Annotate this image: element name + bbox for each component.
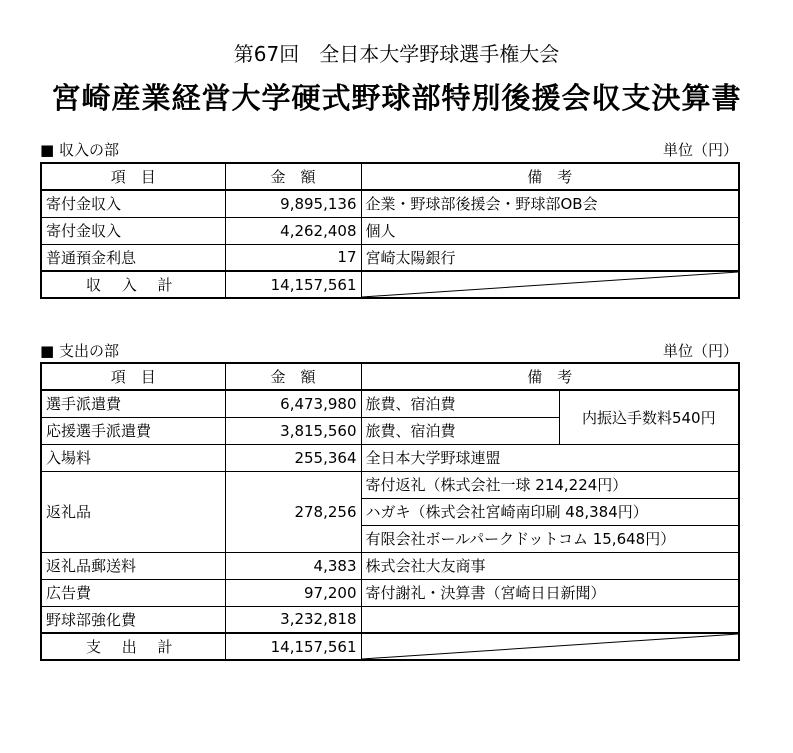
expense-item: 広告費 (41, 579, 225, 606)
expense-amount: 6,473,980 (225, 390, 361, 417)
table-row (41, 390, 739, 417)
expense-amount: 3,815,560 (225, 417, 361, 444)
expense-note: ハガキ（株式会社宮崎南印刷 48,384円） (361, 498, 739, 525)
expense-total-amount: 14,157,561 (225, 633, 361, 660)
expense-total-blank-cell (361, 633, 739, 660)
expense-note: 全日本大学野球連盟 (361, 444, 739, 471)
income-section-header (40, 139, 738, 160)
expense-item: 野球部強化費 (41, 606, 225, 633)
expense-item: 返礼品 (41, 471, 225, 552)
income-item: 寄付金収入 (41, 190, 225, 217)
expense-note: 旅費、宿泊費 (361, 390, 559, 417)
income-note: 個人 (361, 217, 739, 244)
table-row (41, 444, 739, 471)
expense-section-header (40, 340, 738, 361)
expense-item: 選手派遣費 (41, 390, 225, 417)
table-row (41, 606, 739, 633)
income-table (40, 162, 740, 299)
expense-unit-label: 単位（円） (662, 342, 738, 360)
expense-item: 応援選手派遣費 (41, 417, 225, 444)
table-row (41, 217, 739, 244)
income-unit-label: 単位（円） (662, 141, 738, 159)
income-amount: 4,262,408 (225, 217, 361, 244)
income-section-label: ■ 収入の部 (40, 141, 119, 159)
table-row (41, 552, 739, 579)
expense-table (40, 362, 740, 661)
diagonal-line (362, 272, 739, 297)
expense-item: 返礼品郵送料 (41, 552, 225, 579)
expense-amount: 3,232,818 (225, 606, 361, 633)
expense-amount: 255,364 (225, 444, 361, 471)
expense-header-amount: 金 額 (225, 363, 361, 390)
income-total-label: 収 入 計 (41, 271, 225, 298)
expense-note: 旅費、宿泊費 (361, 417, 559, 444)
expense-item: 入場料 (41, 444, 225, 471)
event-subtitle: 第67回 全日本大学野球選手権大会 (233, 42, 560, 66)
income-item: 寄付金収入 (41, 217, 225, 244)
expense-note: 株式会社大友商事 (361, 552, 739, 579)
table-row (41, 190, 739, 217)
income-total-blank-cell (361, 271, 739, 298)
income-note: 宮崎太陽銀行 (361, 244, 739, 271)
income-total-amount: 14,157,561 (225, 271, 361, 298)
expense-header-row (41, 363, 739, 390)
income-item: 普通預金利息 (41, 244, 225, 271)
income-amount: 17 (225, 244, 361, 271)
expense-amount: 97,200 (225, 579, 361, 606)
income-total-row (41, 271, 739, 298)
diagonal-line (362, 634, 739, 659)
expense-note (361, 606, 739, 633)
expense-header-item: 項 目 (41, 363, 225, 390)
income-header-note: 備 考 (361, 163, 739, 190)
expense-side-note: 内振込手数料540円 (559, 390, 739, 444)
expense-amount: 278,256 (225, 471, 361, 552)
expense-note: 寄付返礼（株式会社一球 214,224円） (361, 471, 739, 498)
expense-section-label: ■ 支出の部 (40, 342, 119, 360)
income-header-row (41, 163, 739, 190)
expense-note: 有限会社ボールパークドットコム 15,648円） (361, 525, 739, 552)
income-header-item: 項 目 (41, 163, 225, 190)
expense-header-note: 備 考 (361, 363, 739, 390)
expense-total-row (41, 633, 739, 660)
table-row (41, 579, 739, 606)
income-amount: 9,895,136 (225, 190, 361, 217)
expense-amount: 4,383 (225, 552, 361, 579)
expense-total-label: 支 出 計 (41, 633, 225, 660)
expense-note: 寄付謝礼・決算書（宮崎日日新聞） (361, 579, 739, 606)
income-note: 企業・野球部後援会・野球部OB会 (361, 190, 739, 217)
document-title: 宮崎産業経営大学硬式野球部特別後援会収支決算書 (51, 81, 742, 115)
table-row (41, 244, 739, 271)
income-header-amount: 金 額 (225, 163, 361, 190)
table-row (41, 471, 739, 498)
